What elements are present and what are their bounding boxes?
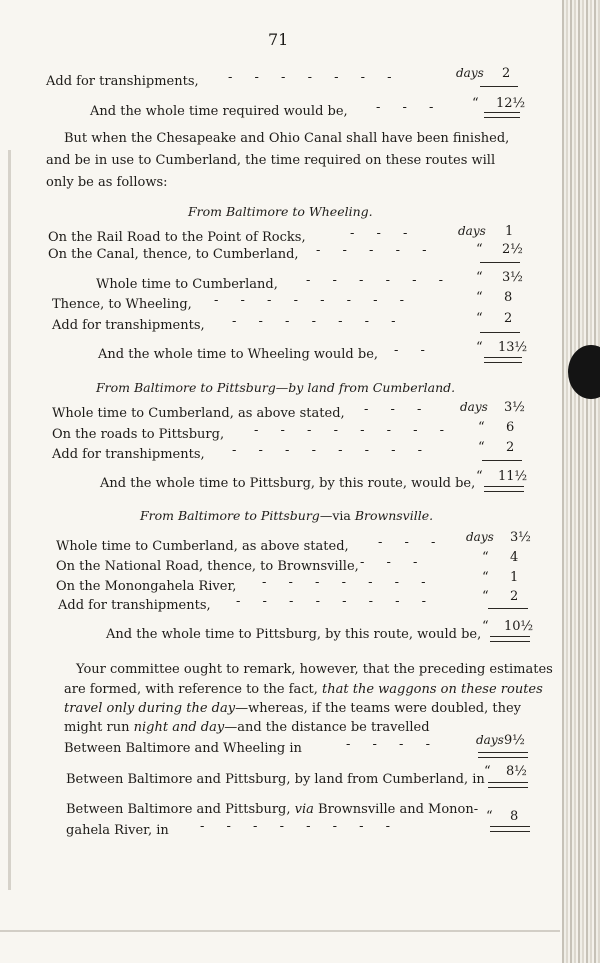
- ditto-mark: “: [482, 589, 489, 604]
- page-edge-shadow: [562, 0, 600, 963]
- row-label: On the roads to Pittsburg,: [52, 427, 225, 442]
- sum-rule: [480, 332, 520, 333]
- text-roman: might run: [64, 720, 130, 735]
- heading-italic: From Baltimore to Pittsburg: [140, 508, 320, 523]
- leader-dashes: - - - - - - -: [232, 314, 405, 329]
- ditto-mark: “: [478, 420, 485, 435]
- unit-label: days: [460, 400, 488, 414]
- text-roman: Brownsville and Monon-: [318, 802, 479, 817]
- bottom-margin-line: [0, 930, 560, 932]
- row-value: 2: [504, 311, 513, 326]
- leader-dashes: - - - - - - -: [262, 575, 435, 590]
- text-roman: —and the distance be travelled: [224, 720, 430, 735]
- ditto-mark: “: [476, 290, 483, 305]
- sum-rule: [480, 262, 520, 263]
- row-label: Thence, to Wheeling,: [52, 297, 192, 312]
- total-double-rule: [488, 782, 528, 788]
- leader-dashes: - - - - - - - -: [254, 423, 454, 438]
- leader-dashes: - - - - - - - -: [236, 594, 436, 609]
- total-double-rule: [484, 357, 522, 363]
- ditto-mark: “: [484, 764, 491, 779]
- row-value: 3½: [502, 270, 523, 285]
- row-value: 11½: [498, 469, 528, 484]
- row-value: 3½: [510, 530, 531, 545]
- ditto-mark: “: [478, 440, 485, 455]
- row-label: Add for transhipments,: [46, 74, 199, 89]
- row-label: [66, 802, 478, 817]
- row-label: And the whole time to Pittsburg, by this route, would be,: [100, 476, 476, 491]
- heading-via: —via: [319, 508, 351, 523]
- row-label: On the Canal, thence, to Cumberland,: [48, 247, 299, 262]
- row-value: 2: [506, 440, 515, 455]
- ditto-mark: “: [486, 809, 493, 824]
- leader-dashes: - -: [394, 343, 434, 358]
- row-value: 12½: [496, 96, 526, 111]
- leader-dashes: - - - - - -: [306, 273, 453, 288]
- row-label: And the whole time to Wheeling would be,: [98, 347, 379, 362]
- section-heading: From Baltimore to Pittsburg—by land from Cumberland.: [96, 380, 456, 395]
- ditto-mark: “: [482, 570, 489, 585]
- paragraph-line: [64, 720, 430, 735]
- row-value: 1: [510, 570, 519, 585]
- sum-rule: [480, 86, 518, 87]
- total-double-rule: [490, 636, 530, 642]
- section-heading: From Baltimore to Wheeling.: [188, 204, 373, 219]
- page-number: 71: [268, 30, 289, 49]
- ditto-mark: “: [476, 311, 483, 326]
- ditto-mark: “: [482, 550, 489, 565]
- ditto-mark: “: [476, 270, 483, 285]
- paragraph-line: [64, 701, 521, 716]
- paragraph-line: and be in use to Cumberland, the time required on these routes will: [46, 153, 496, 168]
- total-double-rule: [484, 112, 520, 118]
- total-double-rule: [484, 486, 524, 492]
- text-italic: via: [294, 802, 314, 817]
- row-label: And the whole time to Pittsburg, by this route, would be,: [106, 627, 482, 642]
- text-roman: Between Baltimore and Pittsburg,: [66, 802, 291, 817]
- heading-italic-2: Brownsville.: [354, 508, 434, 523]
- leader-dashes: - - -: [350, 226, 417, 241]
- paragraph-line: [64, 682, 543, 697]
- text-italic: travel only during the day: [64, 701, 236, 716]
- unit-label: days: [476, 733, 504, 747]
- row-value: 1: [505, 224, 514, 239]
- text-italic: that the waggons on these routes: [322, 682, 543, 697]
- row-value: 8: [504, 290, 513, 305]
- ditto-mark: “: [482, 619, 489, 634]
- row-label: Between Baltimore and Pittsburg, by land from Cumberland, in: [66, 772, 485, 787]
- leader-dashes: - - - -: [346, 737, 439, 752]
- leader-dashes: - - - - - - - -: [214, 293, 414, 308]
- row-label: Whole time to Cumberland, as above stated,: [52, 406, 345, 421]
- text-roman: are formed, with reference to the fact,: [64, 682, 318, 697]
- paragraph-line: Your committee ought to remark, however, that the preceding estimates: [76, 662, 553, 677]
- row-value: 3½: [504, 400, 525, 415]
- row-value: 2: [502, 66, 511, 81]
- row-value: 6: [506, 420, 515, 435]
- row-value: 9½: [504, 733, 525, 748]
- row-value: 8½: [506, 764, 527, 779]
- row-label: Add for transhipments,: [52, 447, 205, 462]
- row-label: On the Rail Road to the Point of Rocks,: [48, 230, 306, 245]
- paragraph-line: But when the Chesapeake and Ohio Canal shall have been finished,: [64, 131, 510, 146]
- ditto-mark: “: [476, 469, 483, 484]
- unit-label: days: [458, 224, 486, 238]
- unit-label: days: [456, 66, 484, 80]
- row-value: 10½: [504, 619, 534, 634]
- ditto-mark: “: [472, 96, 479, 111]
- paragraph-line: only be as follows:: [46, 175, 168, 190]
- row-value: 8: [510, 809, 519, 824]
- leader-dashes: - - -: [364, 402, 431, 417]
- leader-dashes: - - - - - - - -: [232, 443, 432, 458]
- ditto-mark: “: [476, 242, 483, 257]
- leader-dashes: - - -: [378, 535, 445, 550]
- sum-rule: [488, 608, 528, 609]
- row-label: On the Monongahela River,: [56, 579, 237, 594]
- row-label: And the whole time required would be,: [90, 104, 348, 119]
- row-value: 2: [510, 589, 519, 604]
- sum-rule: [482, 460, 522, 461]
- section-heading: [140, 508, 433, 523]
- row-label: Whole time to Cumberland, as above stated,: [56, 539, 349, 554]
- binding-shadow: [8, 150, 11, 890]
- leader-dashes: - - - - - - -: [228, 70, 401, 85]
- leader-dashes: - - - - -: [316, 243, 436, 258]
- ditto-mark: “: [476, 340, 483, 355]
- text-roman: —whereas, if the teams were doubled, they: [235, 701, 521, 716]
- row-label: Add for transhipments,: [52, 318, 205, 333]
- leader-dashes: - - -: [376, 100, 443, 115]
- unit-label: days: [466, 530, 494, 544]
- row-value: 4: [510, 550, 519, 565]
- row-label: Add for transhipments,: [58, 598, 211, 613]
- row-label: Between Baltimore and Wheeling in: [64, 741, 302, 756]
- row-value: 13½: [498, 340, 528, 355]
- row-label-continued: gahela River, in: [66, 823, 169, 838]
- leader-dashes: - - - - - - - -: [200, 819, 400, 834]
- row-value: 2½: [502, 242, 523, 257]
- row-label: Whole time to Cumberland,: [96, 277, 278, 292]
- total-double-rule: [490, 826, 530, 832]
- text-italic: night and day: [133, 720, 225, 735]
- total-double-rule: [478, 752, 528, 758]
- row-label: On the National Road, thence, to Brownsville,: [56, 559, 359, 574]
- leader-dashes: - - -: [360, 555, 427, 570]
